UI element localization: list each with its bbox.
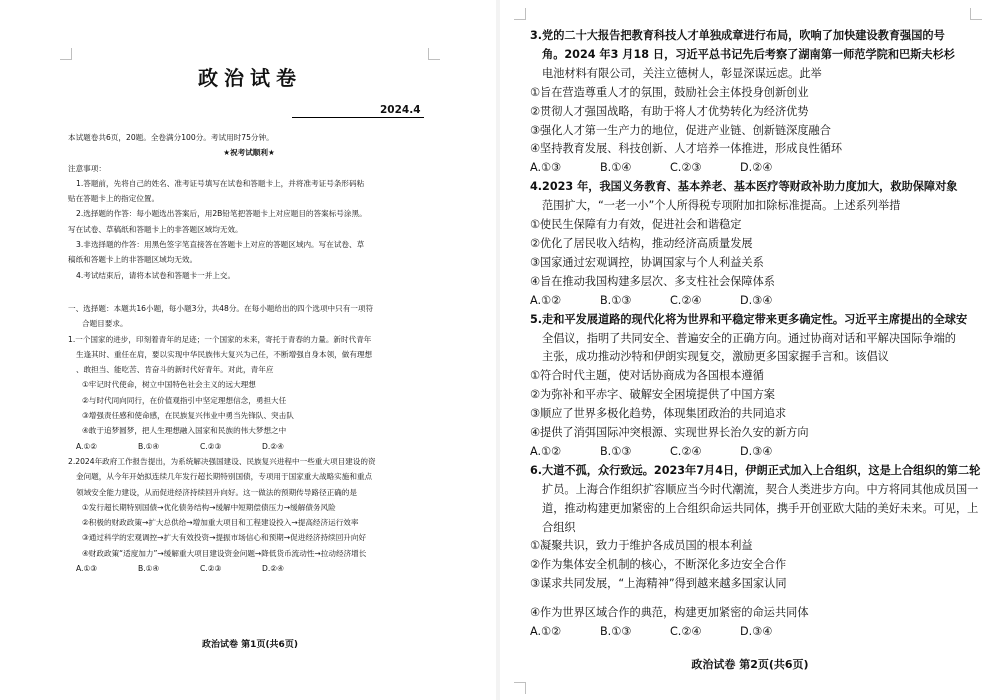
- question-2-stem: 领域安全能力建设，从而促进经济持续回升向好。这一做法的预期传导路径正确的是: [76, 487, 357, 497]
- crop-mark: [514, 8, 526, 20]
- question-6-options: [530, 623, 982, 642]
- question-4-item: ②优化了居民收入结构，推动经济高质量发展: [530, 236, 753, 250]
- option-a: A.①②: [530, 293, 562, 307]
- blessing: ★祝考试顺利★: [223, 148, 275, 158]
- option-a: A.①③: [530, 161, 562, 175]
- page-2-footer: 政治试卷 第2页(共6页): [691, 658, 809, 671]
- question-1-stem: 生逢其时、重任在肩，要以实现中华民族伟大复兴为己任，不断增强自身本领，做有理想: [76, 349, 373, 359]
- section-heading: 一、选择题：本题共16小题，每小题3分，共48分。在每小题给出的四个选项中只有一项符: [68, 303, 374, 313]
- question-1-item: ③增强责任感和使命感，在民族复兴伟业中勇当先锋队、突击队: [82, 411, 294, 421]
- option-c: C.②③: [200, 441, 222, 451]
- question-4-item: ④旨在推动我国构建多层次、多支柱社会保障体系: [530, 274, 775, 288]
- question-4-options: [530, 292, 982, 311]
- question-6-item: ④作为世界区域合作的典范，构建更加紧密的命运共同体: [530, 606, 809, 620]
- option-a: A.①③: [76, 564, 98, 574]
- option-b: B.①④: [600, 161, 632, 175]
- option-d: D.②④: [740, 161, 773, 175]
- question-5-item: ①符合时代主题，使对话协商成为各国根本遵循: [530, 369, 764, 383]
- option-c: C.②③: [200, 564, 222, 574]
- option-c: C.②④: [670, 293, 702, 307]
- option-b: B.①③: [600, 625, 632, 639]
- question-3-stem: 角。2024 年3 月18 日，习近平总书记先后考察了湖南第一师范学院和巴斯夫杉杉: [542, 47, 955, 61]
- question-5-item: ④提供了消弭国际冲突根源、实现世界长治久安的新方向: [530, 426, 809, 440]
- question-2-stem: 金问题，从今年开始拟连续几年发行超长期特别国债，专项用于国家重大战略实施和重点: [76, 472, 373, 482]
- question-5-stem: 5.走和平发展道路的现代化将为世界和平稳定带来更多确定性。习近平主席提出的全球安: [530, 312, 968, 326]
- question-2-stem: 2.2024年政府工作报告提出，为系统解决强国建设、民族复兴进程中一些重大项目建设的资: [68, 456, 376, 466]
- section-heading: 合题目要求。: [82, 319, 128, 329]
- option-d: D.③④: [740, 625, 773, 639]
- question-6-stem: 6.大道不孤，众行致远。2023年7月4日，伊朗正式加入上合组织，这是上合组织的第二轮: [530, 463, 981, 477]
- crop-mark: [514, 682, 526, 694]
- question-6-stem: 合组织: [542, 520, 576, 534]
- option-d: D.③④: [740, 293, 773, 307]
- date-underline: [292, 117, 424, 118]
- option-d: D.②④: [262, 441, 284, 451]
- question-1-stem: 、敢担当、能吃苦、肯奋斗的新时代好青年。对此，青年应: [76, 365, 274, 375]
- question-5-stem: 全倡议，指明了共同安全、普遍安全的正确方向。通过协商对话和平解决国际争端的: [542, 331, 956, 345]
- exam-date: 2024.4: [380, 104, 421, 116]
- crop-mark: [970, 8, 982, 20]
- question-1-options: [68, 439, 430, 454]
- question-6-stem: 道，推动构建更加紧密的上合组织命运共同体，携手开创亚欧大陆的美好未来。可见，上: [542, 501, 979, 515]
- question-3-stem: 3.党的二十大报告把教育科技人才单独成章进行布局，吹响了加快建设教育强国的号: [530, 29, 945, 42]
- question-3-item: ①旨在营造尊重人才的氛围，鼓励社会主体投身创新创业: [530, 85, 809, 99]
- question-6-item: ②作为集体安全机制的核心，不断深化多边安全合作: [530, 558, 787, 572]
- question-2-options: [68, 561, 430, 576]
- page-1-footer: 政治试卷 第1页(共6页): [202, 640, 298, 650]
- question-3-options: [530, 159, 982, 178]
- note-line: 写在试卷、草稿纸和答题卡上的非答题区域均无效。: [68, 224, 243, 234]
- option-d: D.②④: [262, 564, 284, 574]
- option-c: C.②④: [670, 625, 702, 639]
- exam-intro: 本试题卷共6页，20题。全卷满分100分。考试用时75分钟。: [68, 133, 274, 142]
- option-c: C.②④: [670, 444, 702, 458]
- question-2-item: ②积极的财政政策→扩大总供给→增加重大项目和工程建设投入→提高经济运行效率: [82, 518, 359, 528]
- note-line: 1.答题前，先将自己的姓名、准考证号填写在试卷和答题卡上，并将准考证号条形码粘: [76, 178, 365, 188]
- question-6-item: ③谋求共同发展，“上海精神”得到越来越多国家认同: [530, 577, 787, 591]
- question-2-item: ③通过科学的宏观调控→扩大有效投资→提振市场信心和预期→促进经济持续回升向好: [82, 533, 367, 543]
- page-1-body: [68, 130, 430, 576]
- note-line: 3.非选择题的作答：用黑色签字笔直接答在答题卡上对应的答题区域内。写在试卷、草: [76, 240, 365, 250]
- question-5-item: ②为弥补和平赤字、破解安全困境提供了中国方案: [530, 388, 775, 402]
- crop-mark: [60, 48, 72, 60]
- note-line: 贴在答题卡上的指定位置。: [68, 194, 160, 204]
- question-4-item: ③国家通过宏观调控，协调国家与个人利益关系: [530, 255, 764, 269]
- question-5-options: [530, 443, 982, 462]
- question-3-item: ③强化人才第一生产力的地位，促进产业链、创新链深度融合: [530, 123, 831, 137]
- notes-heading: 注意事项：: [68, 163, 106, 173]
- question-6-stem: 扩员。上海合作组织扩容顺应当今时代潮流，契合人类进步方向。中方将同其他成员国一: [542, 482, 979, 496]
- question-1-item: ①牢记时代使命，树立中国特色社会主义的远大理想: [82, 380, 256, 390]
- question-1-item: ④敢于追梦圆梦，把人生理想融入国家和民族的伟大梦想之中: [82, 426, 287, 436]
- question-3-stem: 电池材料有限公司，关注立德树人，彰显深谋远虑。此举: [542, 66, 822, 80]
- option-a: A.①②: [530, 444, 562, 458]
- option-b: B.①④: [138, 564, 160, 574]
- note-line: 2.选择题的作答：每小题选出答案后，用2B铅笔把答题卡上对应题目的答案标号涂黑。: [76, 209, 367, 219]
- question-2-item: ①发行超长期特别国债→优化债务结构→缓解中短期偿债压力→缓解债务风险: [82, 502, 336, 512]
- option-b: B.①③: [600, 293, 632, 307]
- option-a: A.①②: [76, 441, 98, 451]
- question-4-stem: 范围扩大，“一老一小”个人所得税专项附加扣除标准提高。上述系列举措: [542, 199, 901, 213]
- question-6-item: ①凝聚共识，致力于维护各成员国的根本利益: [530, 539, 753, 553]
- crop-mark: [428, 48, 440, 60]
- option-d: D.③④: [740, 444, 773, 458]
- question-3-item: ④坚持教育发展、科技创新、人才培养一体推进，形成良性循环: [530, 142, 843, 156]
- question-2-item: ④财政政策“适度加力”→缓解重大项目建设资金问题→降低货币流动性→拉动经济增长: [82, 548, 367, 558]
- page-2-body: [530, 27, 982, 642]
- option-b: B.①③: [600, 444, 632, 458]
- question-5-stem: 主张，成功推动沙特和伊朗实现复交，激励更多国家握手言和。该倡议: [542, 350, 889, 364]
- note-line: 4.考试结束后，请将本试卷和答题卡一并上交。: [76, 270, 236, 280]
- exam-title: 政治试卷: [198, 66, 302, 90]
- question-5-item: ③顺应了世界多极化趋势，体现集团政治的共同追求: [530, 407, 787, 421]
- option-a: A.①②: [530, 625, 562, 639]
- option-c: C.②③: [670, 161, 702, 175]
- option-b: B.①④: [138, 441, 160, 451]
- question-1-stem: 1.一个国家的进步，印刻着青年的足迹；一个国家的未来，寄托于青春的力量。新时代青年: [68, 334, 372, 344]
- question-4-item: ①使民生保障有力有效，促进社会和谐稳定: [530, 218, 742, 232]
- question-1-item: ②与时代同向同行，在价值观指引中坚定理想信念，勇担大任: [82, 395, 287, 405]
- question-3-item: ②贯彻人才强国战略，有助于将人才优势转化为经济优势: [530, 104, 809, 118]
- note-line: 稿纸和答题卡上的非答题区域均无效。: [68, 255, 198, 265]
- question-4-stem: 4.2023 年，我国义务教育、基本养老、基本医疗等财政补助力度加大，救助保障对象: [530, 180, 958, 194]
